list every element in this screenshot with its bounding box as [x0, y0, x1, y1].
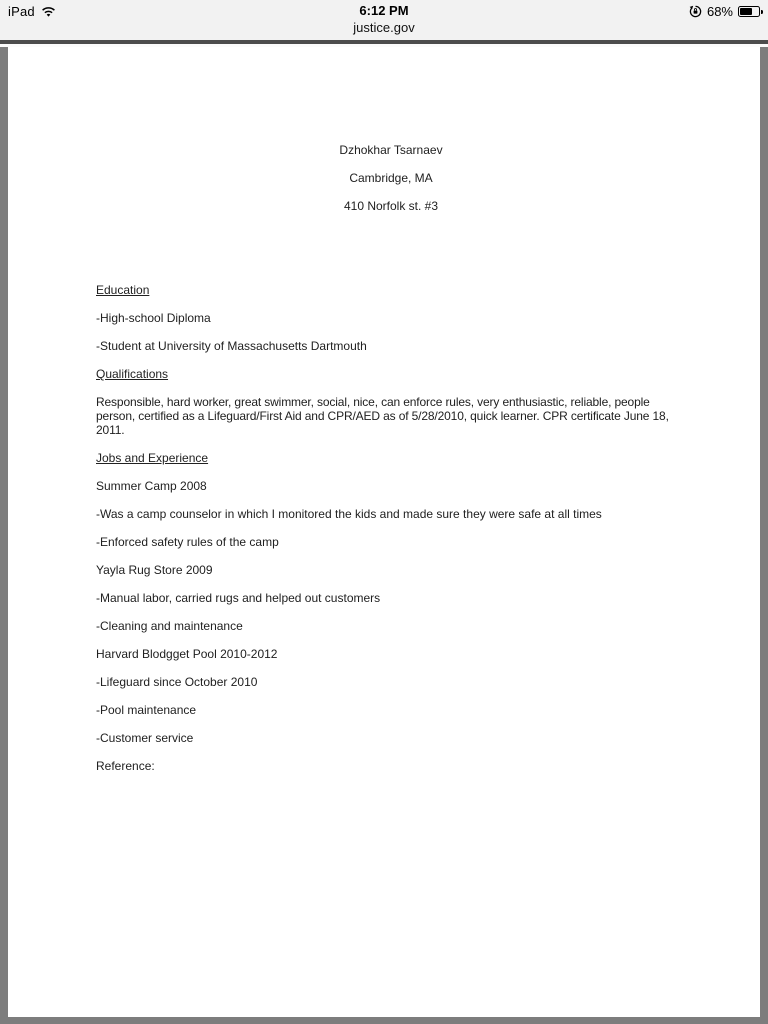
doc-name-line: Dzhokhar Tsarnaev	[339, 143, 443, 157]
doc-line: Yayla Rug Store 2009	[96, 563, 213, 577]
doc-line: Harvard Blodgget Pool 2010-2012	[96, 647, 278, 661]
doc-line: -High-school Diploma	[96, 311, 211, 325]
doc-line: Reference:	[96, 759, 155, 773]
doc-line: -Pool maintenance	[96, 703, 197, 717]
doc-address-line: 410 Norfolk st. #3	[343, 199, 439, 213]
doc-line: -Was a camp counselor in which I monitored the kids and made sure they were safe at all times	[96, 507, 602, 521]
battery-icon	[738, 6, 763, 17]
carrier-label: iPad	[8, 4, 35, 19]
site-domain: justice.gov	[353, 20, 415, 35]
rotation-lock-icon	[689, 5, 702, 18]
doc-city-line: Cambridge, MA	[349, 171, 433, 185]
blank-lines	[96, 227, 686, 283]
doc-line: -Cleaning and maintenance	[96, 619, 243, 633]
status-bar-center	[0, 4, 768, 34]
doc-line: -Student at University of Massachusetts Dartmouth	[96, 339, 367, 353]
document-scroll-area[interactable]	[0, 47, 768, 1024]
battery-percent: 68%	[706, 4, 733, 19]
battery-fill	[740, 8, 752, 15]
doc-heading-education: Education	[96, 283, 150, 297]
document-page[interactable]	[8, 47, 760, 1017]
doc-heading-jobs-experience: Jobs and Experience	[96, 451, 209, 465]
doc-line: -Manual labor, carried rugs and helped out customers	[96, 591, 381, 605]
doc-line: -Lifeguard since October 2010	[96, 675, 258, 689]
doc-heading-qualifications: Qualifications	[96, 367, 169, 381]
doc-line: -Enforced safety rules of the camp	[96, 535, 279, 549]
doc-line: -Customer service	[96, 731, 194, 745]
doc-line: Summer Camp 2008	[96, 479, 207, 493]
doc-paragraph-qualifications: Responsible, hard worker, great swimmer, social, nice, can enforce rules, very enthusiastic, reliable, people person, certified as a Lifeguard/First Aid and CPR/AED as of 5/28/2010, quick learner. CPR certificate June 18, 2011.	[96, 395, 669, 437]
status-bar-right	[689, 3, 763, 20]
status-bar	[0, 0, 768, 40]
clock: 6:12 PM	[359, 3, 409, 18]
